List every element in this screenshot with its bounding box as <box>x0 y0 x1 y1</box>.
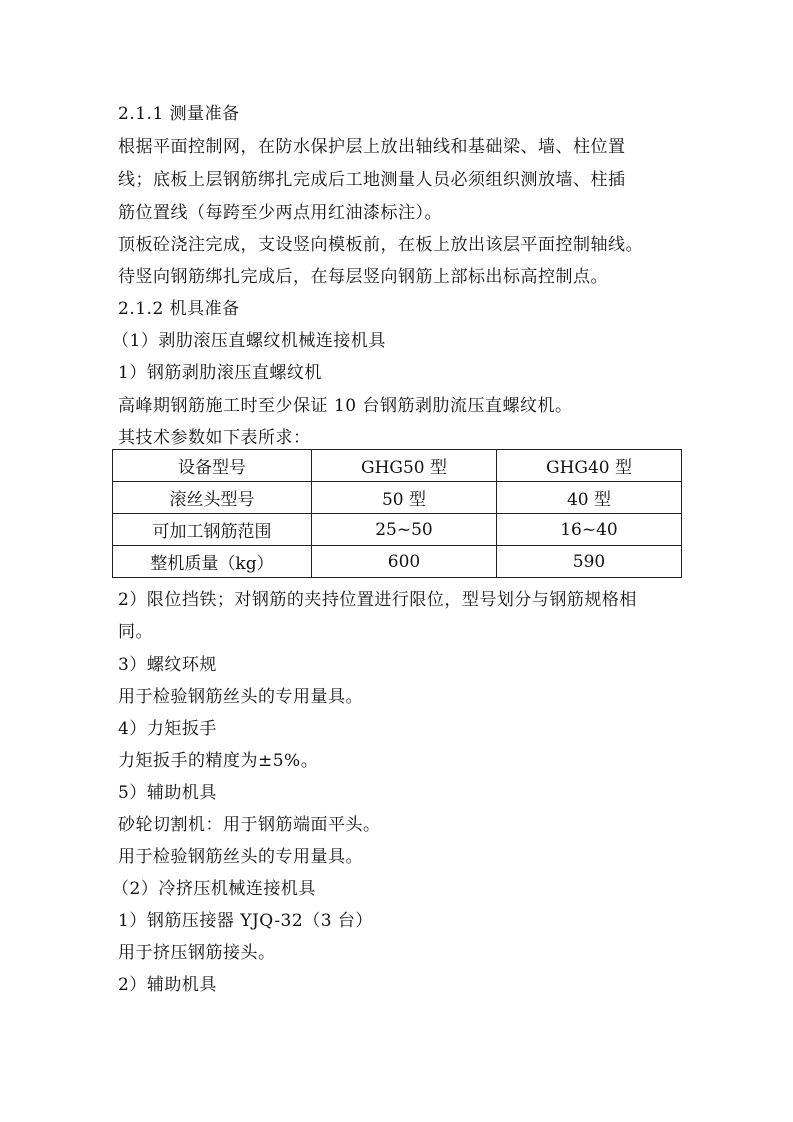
list-item: 2）限位挡铁；对钢筋的夹持位置进行限位，型号划分与钢筋规格相 <box>118 590 637 610</box>
paragraph-line: 用于检验钢筋丝头的专用量具。 <box>118 847 363 867</box>
list-item: 3）螺纹环规 <box>118 655 217 675</box>
list-item: 5）辅助机具 <box>118 783 217 803</box>
paragraph-line: 顶板砼浇注完成，支设竖向模板前，在板上放出该层平面控制轴线。 <box>118 235 643 255</box>
table-cell: 50 型 <box>312 482 497 514</box>
table-row <box>113 546 682 578</box>
subsection-heading: （1）剥肋滚压直螺纹机械连接机具 <box>112 331 386 351</box>
paragraph-line: 筋位置线（每跨至少两点用红油漆标注）。 <box>118 203 442 223</box>
list-item: 1）钢筋剥肋滚压直螺纹机 <box>118 363 322 383</box>
table-cell: 滚丝头型号 <box>113 482 312 514</box>
table-cell: GHG40 型 <box>497 450 682 482</box>
table-cell: GHG50 型 <box>312 450 497 482</box>
paragraph-line: 用于挤压钢筋接头。 <box>118 943 276 963</box>
table-cell: 40 型 <box>497 482 682 514</box>
spec-table <box>112 449 682 578</box>
table-cell: 整机质量（kg） <box>113 546 312 578</box>
paragraph-line: 同。 <box>118 622 153 642</box>
table-cell: 设备型号 <box>113 450 312 482</box>
table-cell: 可加工钢筋范围 <box>113 514 312 546</box>
list-item: 4）力矩扳手 <box>118 719 217 739</box>
paragraph-line: 其技术参数如下表所求： <box>118 428 311 448</box>
list-item: 2）辅助机具 <box>118 975 217 995</box>
table-cell: 600 <box>312 546 497 578</box>
paragraph-line: 待竖向钢筋绑扎完成后，在每层竖向钢筋上部标出标高控制点。 <box>118 267 608 287</box>
table-cell: 16~40 <box>497 514 682 546</box>
subsection-heading: （2）冷挤压机械连接机具 <box>112 879 316 899</box>
list-item: 1）钢筋压接器 YJQ-32（3 台） <box>118 911 373 931</box>
heading-2-1-1: 2.1.1 测量准备 <box>118 104 240 124</box>
table-cell: 590 <box>497 546 682 578</box>
heading-2-1-2: 2.1.2 机具准备 <box>118 299 240 319</box>
paragraph-line: 砂轮切割机：用于钢筋端面平头。 <box>118 815 381 835</box>
paragraph-line: 力矩扳手的精度为±5%。 <box>118 751 319 771</box>
paragraph-line: 线；底板上层钢筋绑扎完成后工地测量人员必须组织测放墙、柱插 <box>118 170 626 190</box>
table-cell: 25~50 <box>312 514 497 546</box>
paragraph-line: 用于检验钢筋丝头的专用量具。 <box>118 687 363 707</box>
table-row <box>113 450 682 482</box>
paragraph-line: 高峰期钢筋施工时至少保证 10 台钢筋剥肋流压直螺纹机。 <box>118 396 573 416</box>
paragraph-line: 根据平面控制网，在防水保护层上放出轴线和基础梁、墙、柱位置 <box>118 137 626 157</box>
table-row <box>113 514 682 546</box>
table-row <box>113 482 682 514</box>
